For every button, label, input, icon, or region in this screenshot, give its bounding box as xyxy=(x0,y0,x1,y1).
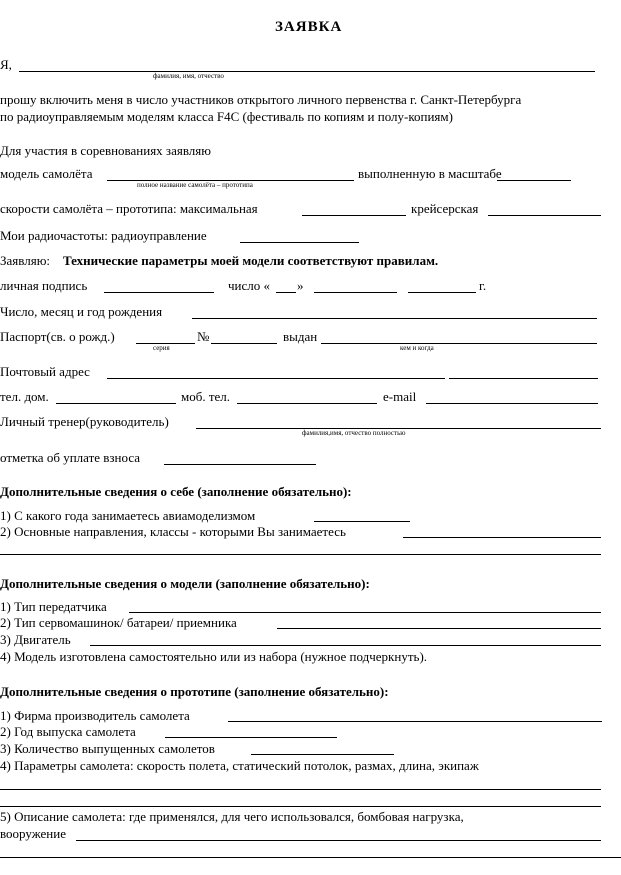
production-year-field[interactable] xyxy=(165,737,337,738)
about-prototype-heading: Дополнительные сведения о прототипе (заполнение обязательно): xyxy=(0,684,389,699)
month-field[interactable] xyxy=(314,292,397,293)
birth-field[interactable] xyxy=(192,318,597,319)
about-self-field-3[interactable] xyxy=(0,554,601,555)
about-model-heading: Дополнительные сведения о модели (заполнение обязательно): xyxy=(0,576,370,591)
fio-caption: фамилия, имя, отчество xyxy=(153,72,224,80)
max-speed-field[interactable] xyxy=(302,215,406,216)
about-model-item-3: 3) Двигатель xyxy=(0,632,71,647)
fee-label: отметка об уплате взноса xyxy=(0,450,141,465)
address-field-1[interactable] xyxy=(107,378,445,379)
passport-label: Паспорт(св. о рожд.) xyxy=(0,329,115,344)
servo-field[interactable] xyxy=(277,628,601,629)
trainer-caption: фамилия,имя, отчество полностью xyxy=(302,429,406,437)
bottom-divider xyxy=(0,857,621,858)
scale-field[interactable] xyxy=(497,180,571,181)
about-prototype-item-1: 1) Фирма производитель самолета xyxy=(0,708,190,723)
date-close: » xyxy=(297,278,304,293)
manufacturer-field[interactable] xyxy=(228,721,602,722)
fee-field[interactable] xyxy=(164,464,316,465)
signature-label: личная подпись xyxy=(0,278,88,293)
declaration-prefix: Заявляю: xyxy=(0,253,51,268)
date-label: число « xyxy=(228,278,271,293)
year-suffix: г. xyxy=(479,278,487,293)
about-model-item-4: 4) Модель изготовлена самостоятельно или из набора (нужное подчеркнуть). xyxy=(0,649,428,664)
cruise-speed-field[interactable] xyxy=(488,215,601,216)
about-self-field-1[interactable] xyxy=(314,521,410,522)
email-field[interactable] xyxy=(426,403,598,404)
about-prototype-item-3: 3) Количество выпущенных самолетов xyxy=(0,741,215,756)
transmitter-field[interactable] xyxy=(129,612,601,613)
fio-prefix: Я, xyxy=(0,57,12,72)
model-label: модель самолёта xyxy=(0,166,93,181)
birth-label: Число, месяц и год рождения xyxy=(0,304,163,319)
home-phone-field[interactable] xyxy=(56,403,176,404)
speed-label: скорости самолёта – прототипа: максимальная xyxy=(0,201,258,216)
address-label: Почтовый адрес xyxy=(0,364,90,379)
produced-count-field[interactable] xyxy=(251,754,394,755)
year-field[interactable] xyxy=(408,292,476,293)
email-label: e-mail xyxy=(383,389,417,404)
engine-field[interactable] xyxy=(90,645,601,646)
page-title: ЗАЯВКА xyxy=(275,19,343,35)
home-phone-label: тел. дом. xyxy=(0,389,49,404)
about-prototype-item-2: 2) Год выпуска самолета xyxy=(0,724,136,739)
participation-intro: Для участия в соревнованиях заявляю xyxy=(0,143,211,158)
mobile-label: моб. тел. xyxy=(181,389,231,404)
issued-field[interactable] xyxy=(321,343,597,344)
description-field[interactable] xyxy=(76,840,601,841)
parameters-field-1[interactable] xyxy=(0,789,601,790)
about-prototype-item-5: 5) Описание самолета: где применялся, для чего использовался, бомбовая нагрузка, xyxy=(0,809,464,824)
trainer-label: Личный тренер(руководитель) xyxy=(0,414,169,429)
issued-label: выдан xyxy=(283,329,318,344)
about-self-heading: Дополнительные сведения о себе (заполнение обязательно): xyxy=(0,484,352,499)
parameters-field-2[interactable] xyxy=(0,806,601,807)
cruise-label: крейсерская xyxy=(411,201,479,216)
about-self-item-2: 2) Основные направления, классы - которыми Вы занимаетесь xyxy=(0,524,346,539)
number-sign: № xyxy=(197,329,210,344)
signature-field[interactable] xyxy=(104,292,214,293)
frequencies-field[interactable] xyxy=(240,242,359,243)
scale-label: выполненную в масштабе xyxy=(358,166,502,181)
about-prototype-item-4: 4) Параметры самолета: скорость полета, статический потолок, размах, длина, экипаж xyxy=(0,758,479,773)
about-model-item-2: 2) Тип сервомашинок/ батареи/ приемника xyxy=(0,615,237,630)
declaration-text: Технические параметры моей модели соответствуют правилам. xyxy=(63,253,439,268)
series-caption: серия xyxy=(153,344,170,352)
day-field[interactable] xyxy=(276,292,296,293)
about-self-item-1: 1) С какого года занимаетесь авиамоделизмом xyxy=(0,508,256,523)
mobile-field[interactable] xyxy=(237,403,377,404)
about-prototype-item-6: вооружение xyxy=(0,826,66,841)
request-line-1: прошу включить меня в число участников открытого личного первенства г. Санкт-Петербурга xyxy=(0,92,522,107)
about-model-item-1: 1) Тип передатчика xyxy=(0,599,107,614)
fio-field[interactable] xyxy=(19,71,595,72)
request-line-2: по радиоуправляемым моделям класса F4C (фестиваль по копиям и полу-копиям) xyxy=(0,109,453,124)
frequencies-label: Мои радиочастоты: радиоуправление xyxy=(0,228,207,243)
issued-caption: кем и когда xyxy=(400,344,434,352)
passport-number-field[interactable] xyxy=(211,343,277,344)
about-self-field-2[interactable] xyxy=(403,537,601,538)
model-caption: полное название самолёта – прототипа xyxy=(137,181,253,189)
address-field-2[interactable] xyxy=(449,378,598,379)
